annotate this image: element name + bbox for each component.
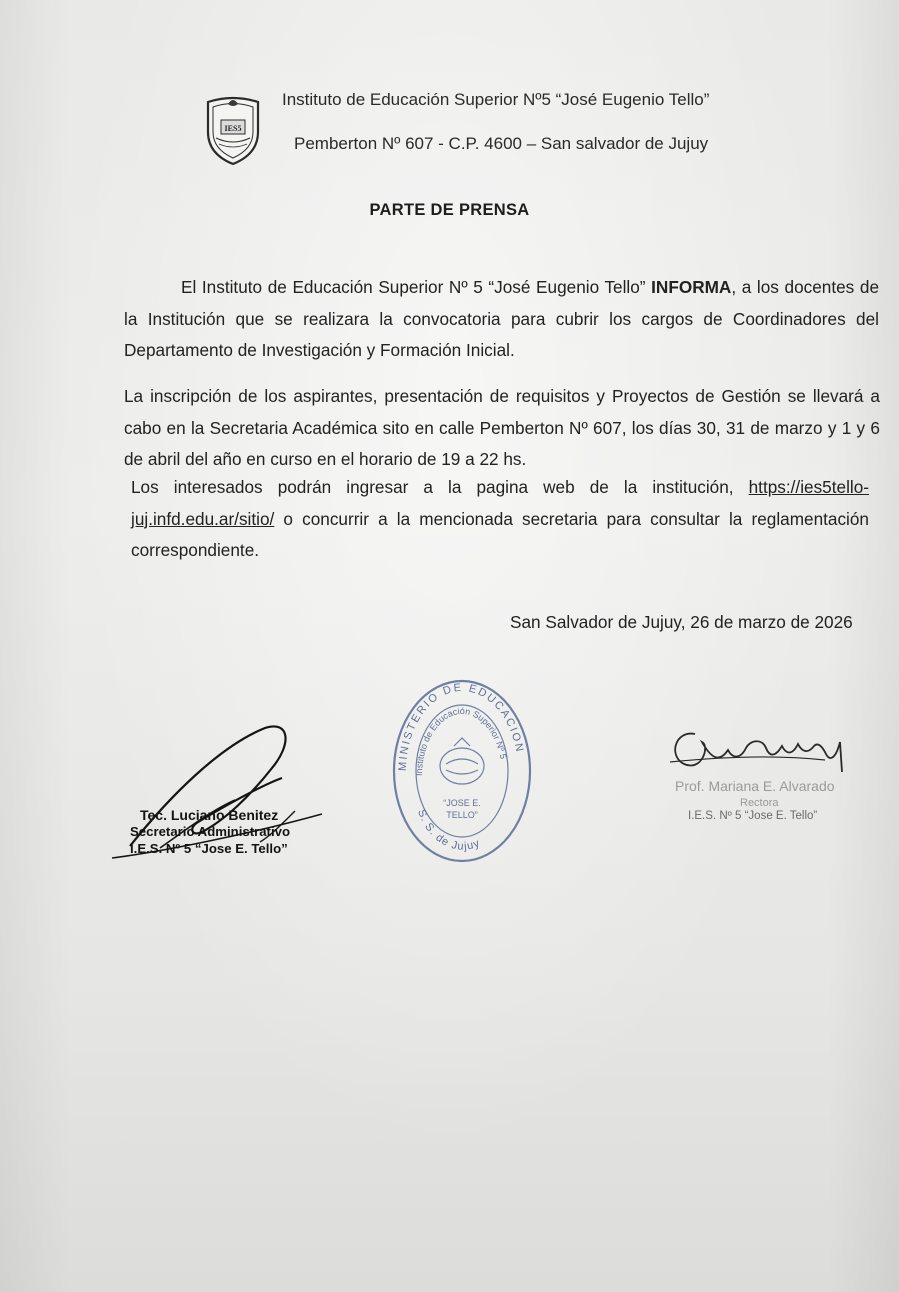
seal-center-line2: TELLO”: [446, 810, 478, 820]
right-signer-org: I.E.S. Nº 5 “Jose E. Tello”: [688, 810, 818, 822]
p1-text-end: , a los docentes de la Institución que se realizara la convocatoria para cubrir los cargos de Coordinadores del Departamento de Investigación y Formación Inicial.: [124, 277, 880, 360]
right-signature-scribble-icon: [650, 712, 850, 782]
date-line: San Salvador de Jujuy, 26 de marzo de 2026: [510, 612, 853, 632]
left-signer-name: Tec. Luciano Benitez: [140, 807, 279, 823]
p3-text-end: o concurrir a la mencionada secretaria para consultar la reglamentación correspondiente.: [131, 508, 869, 560]
institute-name: Instituto de Educación Superior Nº5 “José Eugenio Tello”: [282, 90, 710, 109]
institute-address: Pemberton Nº 607 - C.P. 4600 – San salvador de Jujuy: [294, 134, 709, 153]
institute-shield-logo-icon: [200, 92, 266, 166]
official-seal-stamp: [388, 676, 536, 866]
paragraph-announcement: [124, 272, 879, 367]
seal-outer-text: MINISTERIO DE EDUCACION: [396, 681, 526, 772]
seal-bottom-text: S. S. de Jujuy: [415, 807, 482, 853]
p1-text-start: El Instituto de Educación Superior Nº 5 “José Eugenio Tello”: [181, 277, 652, 297]
paragraph-registration: La inscripción de los aspirantes, presentación de requisitos y Proyectos de Gestión se llevará a cabo en la Secretaria Académica sito en calle Pemberton Nº 607, los días 30, 31 de marzo y 1 y 6 de abril del año en curso en el horario de 19 a 22 hs.: [124, 386, 880, 469]
p1-informa: INFORMA: [651, 277, 732, 297]
seal-inner-text: Instituto de Educación Superior Nº 5: [413, 705, 509, 777]
document-title: PARTE DE PRENSA: [369, 201, 530, 219]
seal-emblem-icon: [440, 738, 484, 784]
p3-text-start: Los interesados podrán ingresar a la pagina web de la institución,: [131, 477, 749, 497]
right-signer-name: Prof. Mariana E. Alvarado: [675, 778, 835, 794]
left-signature-scribble-icon: [100, 716, 330, 861]
paragraph-website: [131, 472, 869, 567]
right-signer-role: Rectora: [740, 797, 779, 809]
website-link[interactable]: https://ies5tello-juj.infd.edu.ar/sitio/: [131, 477, 869, 529]
logo-text: IES5: [224, 124, 242, 133]
left-signer-role: Secretario Administrativo: [130, 824, 291, 839]
left-signer-org: I.E.S. Nº 5 “Jose E. Tello”: [130, 841, 288, 856]
seal-center-line1: “JOSE E.: [443, 798, 481, 808]
svg-text:Instituto de Educación Superio: [414, 706, 508, 776]
